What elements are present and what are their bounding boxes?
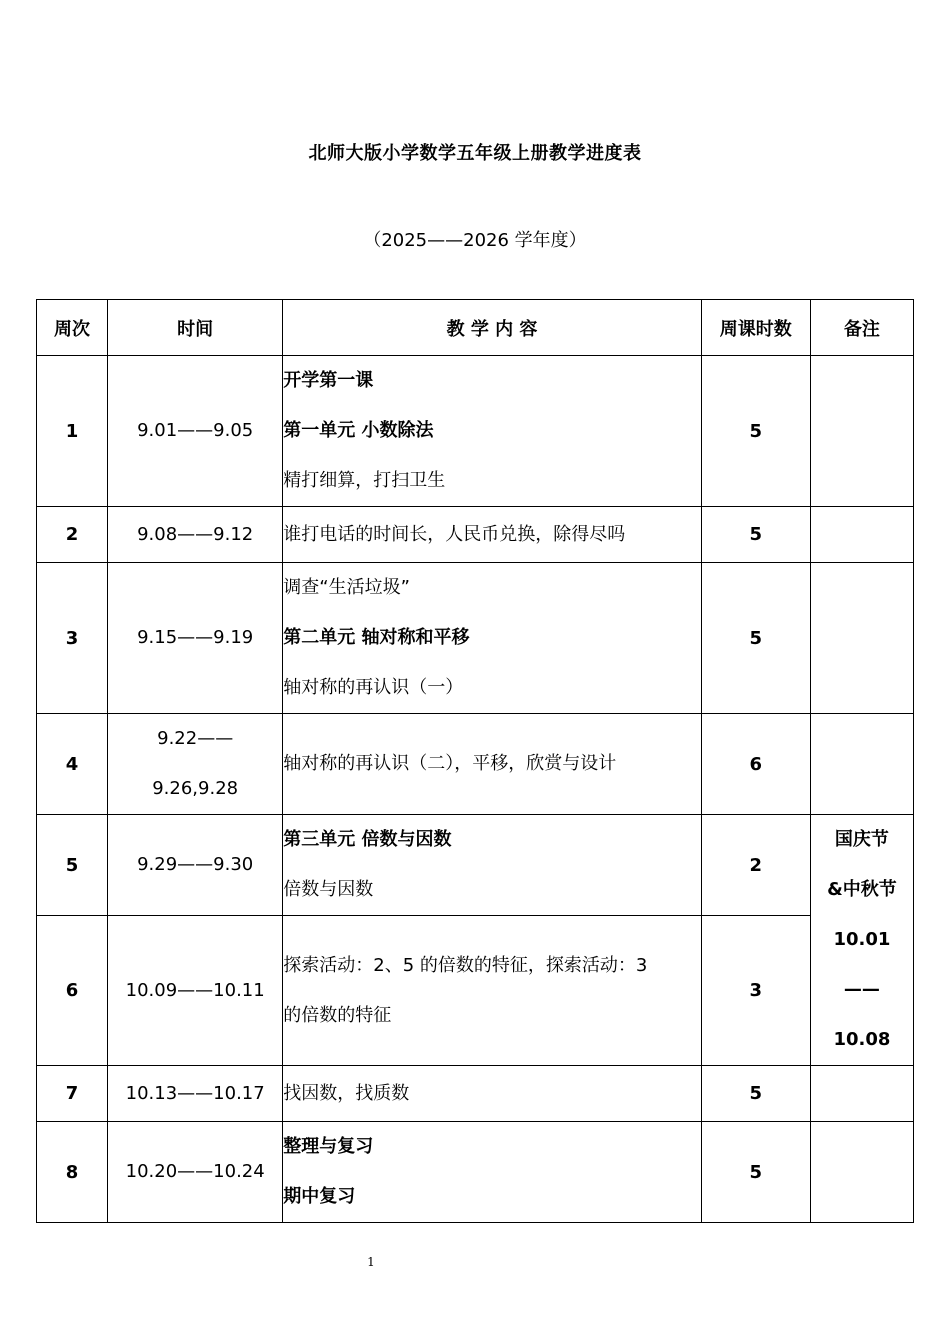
week-cell: 7 — [37, 1066, 108, 1122]
content-cell — [283, 507, 701, 563]
content-line: 期中复习 — [283, 1186, 356, 1207]
time-text: 10.13——10.17 — [125, 1082, 265, 1104]
page-subtitle: （2025——2026 学年度） — [363, 230, 587, 251]
remark-cell — [810, 1066, 913, 1122]
time-text: 9.08——9.12 — [137, 523, 254, 545]
content-line: 调查“生活垃圾” — [283, 577, 410, 598]
content-cell — [283, 1122, 701, 1223]
table-row — [37, 507, 914, 563]
page-title: 北师大版小学数学五年级上册教学进度表 — [308, 143, 642, 164]
content-cell — [283, 714, 701, 815]
table-row — [37, 815, 914, 916]
content-line: 找因数，找质数 — [283, 1082, 410, 1104]
week-cell: 2 — [37, 507, 108, 563]
remark-cell — [810, 1122, 913, 1223]
hours-cell: 6 — [701, 714, 810, 815]
holiday-remark-line: 10.08 — [833, 1029, 891, 1050]
time-cell — [108, 1122, 283, 1223]
week-cell: 6 — [37, 916, 108, 1066]
time-cell — [108, 507, 283, 563]
hours-cell: 5 — [701, 1066, 810, 1122]
time-text: 9.01——9.05 — [137, 420, 254, 441]
header-hours: 周课时数 — [701, 300, 810, 356]
week-cell: 1 — [37, 356, 108, 507]
hours-cell: 5 — [701, 1122, 810, 1223]
holiday-remark-line: 10.01 — [833, 929, 891, 950]
content-line: 探索活动：2、5 的倍数的特征，探索活动：3 — [283, 954, 648, 976]
table-header-row — [37, 300, 914, 356]
time-text: 9.15——9.19 — [137, 627, 254, 648]
time-cell — [108, 1066, 283, 1122]
holiday-remark-cell — [810, 815, 913, 1066]
remark-cell — [810, 356, 913, 507]
page-number: 1 — [367, 1255, 375, 1269]
time-text: 9.29——9.30 — [137, 854, 254, 875]
remark-cell — [810, 714, 913, 815]
header-time: 时间 — [108, 300, 283, 356]
content-cell — [283, 815, 701, 916]
table-row — [37, 1066, 914, 1122]
content-line: 整理与复习 — [283, 1136, 374, 1157]
header-remark: 备注 — [810, 300, 913, 356]
table-row — [37, 563, 914, 714]
content-line: 第三单元 倍数与因数 — [283, 829, 452, 850]
time-cell — [108, 714, 283, 815]
remark-cell — [810, 563, 913, 714]
schedule-table — [36, 299, 914, 1223]
content-line: 第一单元 小数除法 — [283, 420, 434, 441]
week-cell: 4 — [37, 714, 108, 815]
time-cell — [108, 356, 283, 507]
table-row — [37, 916, 914, 1066]
time-text: 10.20——10.24 — [125, 1161, 265, 1182]
content-cell — [283, 916, 701, 1066]
time-text: 9.22—— — [157, 728, 234, 749]
content-cell — [283, 356, 701, 507]
time-cell — [108, 815, 283, 916]
content-cell — [283, 1066, 701, 1122]
content-line: 精打细算，打扫卫生 — [283, 470, 446, 491]
time-text: 9.26,9.28 — [152, 778, 239, 799]
header-content: 教 学 内 容 — [283, 300, 701, 356]
week-cell: 5 — [37, 815, 108, 916]
time-cell — [108, 563, 283, 714]
table-body — [37, 356, 914, 1223]
hours-cell: 5 — [701, 356, 810, 507]
table-row — [37, 1122, 914, 1223]
content-line: 第二单元 轴对称和平移 — [283, 627, 470, 648]
hours-cell: 5 — [701, 507, 810, 563]
table-row — [37, 714, 914, 815]
hours-cell: 2 — [701, 815, 810, 916]
content-line: 轴对称的再认识（二），平移，欣赏与设计 — [283, 753, 617, 774]
content-line: 的倍数的特征 — [283, 1004, 392, 1026]
holiday-remark-line: —— — [843, 979, 880, 1000]
holiday-remark-line: &中秋节 — [827, 879, 897, 900]
week-cell: 8 — [37, 1122, 108, 1223]
hours-cell: 3 — [701, 916, 810, 1066]
header-week: 周次 — [37, 300, 108, 356]
content-cell — [283, 563, 701, 714]
time-text: 10.09——10.11 — [125, 979, 265, 1001]
holiday-remark-line: 国庆节 — [834, 829, 889, 850]
week-cell: 3 — [37, 563, 108, 714]
table-row — [37, 356, 914, 507]
hours-cell: 5 — [701, 563, 810, 714]
content-line: 倍数与因数 — [283, 879, 374, 900]
remark-cell — [810, 507, 913, 563]
content-line: 谁打电话的时间长，人民币兑换，除得尽吗 — [283, 523, 626, 545]
content-line: 开学第一课 — [283, 370, 374, 391]
time-cell — [108, 916, 283, 1066]
content-line: 轴对称的再认识（一） — [283, 677, 464, 698]
